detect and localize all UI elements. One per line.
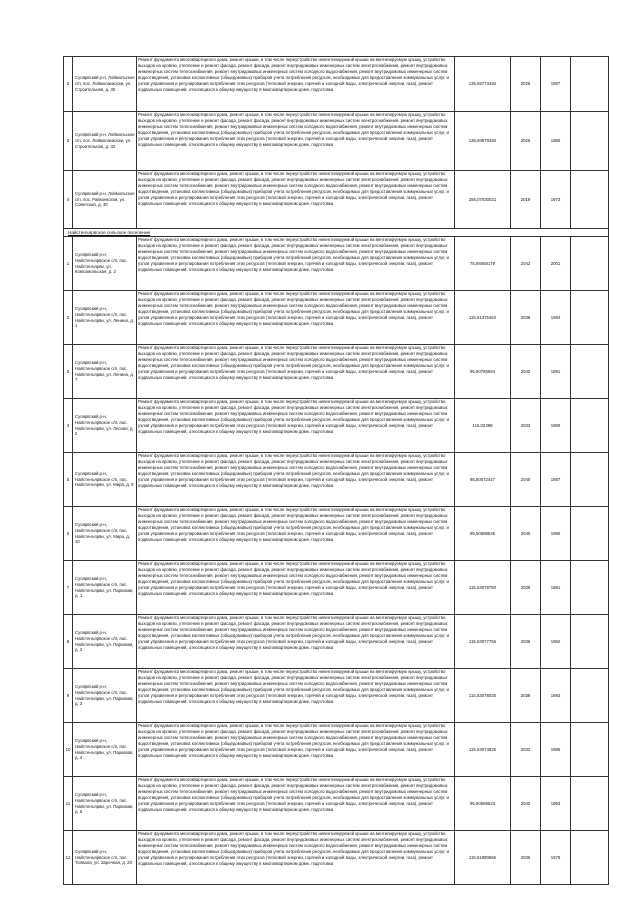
address-cell: Суоярвский р-н, Найстенъярвское с/п, пос. Найстенъярви, ул. Мира, д. 8 bbox=[73, 453, 137, 507]
empty-cell bbox=[571, 831, 609, 885]
empty-cell bbox=[571, 669, 609, 723]
cost-value-cell: 75,66058179 bbox=[455, 237, 511, 291]
build-year-cell: 1981 bbox=[541, 561, 571, 615]
work-description-cell: Ремонт фундамента многоквартирного дома, ремонт крыши, в том числе переустройство невентилируемой крыши на вентилируемую крышу, устройство выходов на кровлю, утепление и ремонт фасада, ремонт фасада, ремонт внутридомовых инженерных систем электроснабжения, ремонт внутридомовых инженерных систем теплоснабжения, ремонт внутридомовых инженерных систем холодного водоснабжения, ремонт внутридомовых инженерных систем водоотведения, установка коллективных (общедомовых) приборов учета потребления ресурсов, необходимых для предоставления коммунальных услуг, и узлов управления и регулирования потребления этих ресурсов (тепловой энергии, горячей и холодной воды, электрической энергии, газа), ремонт подвальных помещений, относящихся к общему имуществу в многоквартирном доме, подготовка bbox=[137, 669, 455, 723]
cost-value-cell: 256,07030021 bbox=[455, 171, 511, 229]
cost-value-cell: 135,94870482 bbox=[455, 112, 511, 171]
cost-value-cell: 95,90599523 bbox=[455, 777, 511, 831]
work-description-cell: Ремонт фундамента многоквартирного дома, ремонт крыши, в том числе переустройство невентилируемой крыши на вентилируемую крышу, устройство выходов на кровлю, утепление и ремонт фасада, ремонт фасада, ремонт внутридомовых инженерных систем электроснабжения, ремонт внутридомовых инженерных систем теплоснабжения, ремонт внутридомовых инженерных систем холодного водоснабжения, ремонт внутридомовых инженерных систем водоотведения, установка коллективных (общедомовых) приборов учета потребления ресурсов, необходимых для предоставления коммунальных услуг, и узлов управления и регулирования потребления этих ресурсов (тепловой энергии, горячей и холодной воды, электрической энергии, газа), ремонт подвальных помещений, относящихся к общему имуществу в многоквартирном доме, подготовка bbox=[137, 171, 455, 229]
empty-cell bbox=[571, 561, 609, 615]
table-row bbox=[64, 399, 609, 453]
work-description-cell: Ремонт фундамента многоквартирного дома, ремонт крыши, в том числе переустройство невентилируемой крыши на вентилируемую крышу, устройство выходов на кровлю, утепление и ремонт фасада, ремонт фасада, ремонт внутридомовых инженерных систем электроснабжения, ремонт внутридомовых инженерных систем теплоснабжения, ремонт внутридомовых инженерных систем холодного водоснабжения, ремонт внутридомовых инженерных систем водоотведения, установка коллективных (общедомовых) приборов учета потребления ресурсов, необходимых для предоставления коммунальных услуг, и узлов управления и регулирования потребления этих ресурсов (тепловой энергии, горячей и холодной воды, электрической энергии, газа), ремонт подвальных помещений, относящихся к общему имуществу в многоквартирном доме, подготовка bbox=[137, 57, 455, 112]
address-cell: Суоярвский р-н, Найстенъярвское с/п, пос. Найстенъярви, ул. Парковая, д. 1 bbox=[73, 561, 137, 615]
work-description-cell: Ремонт фундамента многоквартирного дома, ремонт крыши, в том числе переустройство невентилируемой крыши на вентилируемую крышу, устройство выходов на кровлю, утепление и ремонт фасада, ремонт фасада, ремонт внутридомовых инженерных систем электроснабжения, ремонт внутридомовых инженерных систем теплоснабжения, ремонт внутридомовых инженерных систем холодного водоснабжения, ремонт внутридомовых инженерных систем водоотведения, установка коллективных (общедомовых) приборов учета потребления ресурсов, необходимых для предоставления коммунальных услуг, и узлов управления и регулирования потребления этих ресурсов (тепловой энергии, горячей и холодной воды, электрической энергии, газа), ремонт подвальных помещений, относящихся к общему имуществу в многоквартирном доме, подготовка bbox=[137, 777, 455, 831]
row-number: 10 bbox=[64, 723, 73, 777]
row-number: 4 bbox=[64, 399, 73, 453]
address-cell: Суоярвский р-н, Найстенъярвское с/п, пос. Найстенъярви, ул. Парковая, д. 4 bbox=[73, 723, 137, 777]
row-number: 12 bbox=[64, 831, 73, 885]
regional-program-table bbox=[63, 56, 609, 885]
address-cell: Суоярвский р-н, Найстенъярвское с/п, пос. Найстенъярви, ул. Мира, д. 10 bbox=[73, 507, 137, 561]
address-cell: Суоярвский р-н, Найстенъярвское с/п, пос. Найстенъярви, ул. Лесная, д. 2 bbox=[73, 399, 137, 453]
address-cell: Суоярвский р-н, Лоймольское с/п, пос. Райконкоски, ул. Советская, д. 30 bbox=[73, 171, 137, 229]
row-number: 9 bbox=[64, 669, 73, 723]
cost-value-cell: 115,51880665 bbox=[455, 831, 511, 885]
address-cell: Суоярвский р-н, Найстенъярвское с/п, пос. Найстенъярви, ул. Парковая, д. 2 bbox=[73, 615, 137, 669]
table-row bbox=[64, 453, 609, 507]
row-number: 6 bbox=[64, 507, 73, 561]
table-row bbox=[64, 615, 609, 669]
work-description-cell: Ремонт фундамента многоквартирного дома, ремонт крыши, в том числе переустройство невентилируемой крыши на вентилируемую крышу, устройство выходов на кровлю, утепление и ремонт фасада, ремонт фасада, ремонт внутридомовых инженерных систем электроснабжения, ремонт внутридомовых инженерных систем теплоснабжения, ремонт внутридомовых инженерных систем холодного водоснабжения, ремонт внутридомовых инженерных систем водоотведения, установка коллективных (общедомовых) приборов учета потребления ресурсов, необходимых для предоставления коммунальных услуг, и узлов управления и регулирования потребления этих ресурсов (тепловой энергии, горячей и холодной воды, электрической энергии, газа), ремонт подвальных помещений, относящихся к общему имуществу в многоквартирном доме, подготовка bbox=[137, 723, 455, 777]
work-description-cell: Ремонт фундамента многоквартирного дома, ремонт крыши, в том числе переустройство невентилируемой крыши на вентилируемую крышу, устройство выходов на кровлю, утепление и ремонт фасада, ремонт фасада, ремонт внутридомовых инженерных систем электроснабжения, ремонт внутридомовых инженерных систем теплоснабжения, ремонт внутридомовых инженерных систем холодного водоснабжения, ремонт внутридомовых инженерных систем водоотведения, установка коллективных (общедомовых) приборов учета потребления ресурсов, необходимых для предоставления коммунальных услуг, и узлов управления и регулирования потребления этих ресурсов (тепловой энергии, горячей и холодной воды, электрической энергии, газа), ремонт подвальных помещений, относящихся к общему имуществу в многоквартирном доме, подготовка bbox=[137, 291, 455, 345]
cost-value-cell: 95,50598535 bbox=[455, 507, 511, 561]
row-number: 2 bbox=[64, 57, 73, 112]
empty-cell bbox=[571, 453, 609, 507]
work-description-cell: Ремонт фундамента многоквартирного дома, ремонт крыши, в том числе переустройство невентилируемой крыши на вентилируемую крышу, устройство выходов на кровлю, утепление и ремонт фасада, ремонт фасада, ремонт внутридомовых инженерных систем электроснабжения, ремонт внутридомовых инженерных систем теплоснабжения, ремонт внутридомовых инженерных систем холодного водоснабжения, ремонт внутридомовых инженерных систем водоотведения, установка коллективных (общедомовых) приборов учета потребления ресурсов, необходимых для предоставления коммунальных услуг, и узлов управления и регулирования потребления этих ресурсов (тепловой энергии, горячей и холодной воды, электрической энергии, газа), ремонт подвальных помещений, относящихся к общему имуществу в многоквартирном доме, подготовка bbox=[137, 831, 455, 885]
build-year-cell: 1982 bbox=[541, 615, 571, 669]
address-cell: Суоярвский р-н, Лоймольское с/п, пос. Лоймоланкоски, ул. Строительная, д. 32 bbox=[73, 112, 137, 171]
table-row bbox=[64, 831, 609, 885]
address-cell: Суоярвский р-н, Найстенъярвское с/п, пос. Толвала, ул. Заречная, д. 20 bbox=[73, 831, 137, 885]
empty-cell bbox=[571, 777, 609, 831]
build-year-cell: 1985 bbox=[541, 723, 571, 777]
work-description-cell: Ремонт фундамента многоквартирного дома, ремонт крыши, в том числе переустройство невентилируемой крыши на вентилируемую крышу, устройство выходов на кровлю, утепление и ремонт фасада, ремонт фасада, ремонт внутридомовых инженерных систем электроснабжения, ремонт внутридомовых инженерных систем теплоснабжения, ремонт внутридомовых инженерных систем холодного водоснабжения, ремонт внутридомовых инженерных систем водоотведения, установка коллективных (общедомовых) приборов учета потребления ресурсов, необходимых для предоставления коммунальных услуг, и узлов управления и регулирования потребления этих ресурсов (тепловой энергии, горячей и холодной воды, электрической энергии, газа), ремонт подвальных помещений, относящихся к общему имуществу в многоквартирном доме, подготовка bbox=[137, 453, 455, 507]
table-row bbox=[64, 723, 609, 777]
planned-year-cell: 2019 bbox=[511, 171, 541, 229]
row-number: 1 bbox=[64, 237, 73, 291]
cost-value-cell: 115,53077756 bbox=[455, 615, 511, 669]
build-year-cell: 2001 bbox=[541, 237, 571, 291]
row-number: 11 bbox=[64, 777, 73, 831]
planned-year-cell: 2040 bbox=[511, 507, 541, 561]
address-cell: Суоярвский р-н, Найстенъярвское с/п, пос. Найстенъярви, ул. Ленина, д. 7 bbox=[73, 345, 137, 399]
empty-cell bbox=[571, 723, 609, 777]
address-cell: Суоярвский р-н, Лоймольское с/п, пос. Лоймоланкоски, ул. Строительная, д. 30 bbox=[73, 57, 137, 112]
build-year-cell: 1978 bbox=[541, 831, 571, 885]
work-description-cell: Ремонт фундамента многоквартирного дома, ремонт крыши, в том числе переустройство невентилируемой крыши на вентилируемую крышу, устройство выходов на кровлю, утепление и ремонт фасада, ремонт фасада, ремонт внутридомовых инженерных систем электроснабжения, ремонт внутридомовых инженерных систем теплоснабжения, ремонт внутридомовых инженерных систем холодного водоснабжения, ремонт внутридомовых инженерных систем водоотведения, установка коллективных (общедомовых) приборов учета потребления ресурсов, необходимых для предоставления коммунальных услуг, и узлов управления и регулирования потребления этих ресурсов (тепловой энергии, горячей и холодной воды, электрической энергии, газа), ремонт подвальных помещений, относящихся к общему имуществу в многоквартирном доме, подготовка bbox=[137, 561, 455, 615]
address-cell: Суоярвский р-н, Найстенъярвское с/п, пос. Найстенъярви, ул. Ленина, д. 1 bbox=[73, 291, 137, 345]
build-year-cell: 1993 bbox=[541, 777, 571, 831]
empty-cell bbox=[571, 57, 609, 112]
row-number: 4 bbox=[64, 171, 73, 229]
planned-year-cell: 2038 bbox=[511, 561, 541, 615]
table-row bbox=[64, 237, 609, 291]
address-cell: Суоярвский р-н, Найстенъярвское с/п, пос. Найстенъярви, ул. Парковая, д. 5 bbox=[73, 777, 137, 831]
empty-cell bbox=[571, 291, 609, 345]
cost-value-cell: 95,50572447 bbox=[455, 453, 511, 507]
empty-cell bbox=[571, 399, 609, 453]
cost-value-cell: 135,56773482 bbox=[455, 57, 511, 112]
planned-year-cell: 2033 bbox=[511, 399, 541, 453]
row-number: 8 bbox=[64, 615, 73, 669]
cost-value-cell: 116,02398 bbox=[455, 399, 511, 453]
planned-year-cell: 2038 bbox=[511, 669, 541, 723]
section-row bbox=[64, 229, 609, 237]
address-cell: Суоярвский р-н, Найстенъярвское с/п, пос. Найстенъярви, ул. Комсомольская, д. 2 bbox=[73, 237, 137, 291]
cost-value-cell: 115,53074825 bbox=[455, 723, 511, 777]
planned-year-cell: 2042 bbox=[511, 777, 541, 831]
build-year-cell: 1984 bbox=[541, 291, 571, 345]
planned-year-cell: 2035 bbox=[511, 831, 541, 885]
build-year-cell: 1987 bbox=[541, 453, 571, 507]
row-number: 5 bbox=[64, 453, 73, 507]
table-row bbox=[64, 171, 609, 229]
work-description-cell: Ремонт фундамента многоквартирного дома, ремонт крыши, в том числе переустройство невентилируемой крыши на вентилируемую крышу, устройство выходов на кровлю, утепление и ремонт фасада, ремонт фасада, ремонт внутридомовых инженерных систем электроснабжения, ремонт внутридомовых инженерных систем теплоснабжения, ремонт внутридомовых инженерных систем холодного водоснабжения, ремонт внутридомовых инженерных систем водоотведения, установка коллективных (общедомовых) приборов учета потребления ресурсов, необходимых для предоставления коммунальных услуг, и узлов управления и регулирования потребления этих ресурсов (тепловой энергии, горячей и холодной воды, электрической энергии, газа), ремонт подвальных помещений, относящихся к общему имуществу в многоквартирном доме, подготовка bbox=[137, 237, 455, 291]
empty-cell bbox=[571, 171, 609, 229]
cost-value-cell: 115,53078760 bbox=[455, 561, 511, 615]
address-cell: Суоярвский р-н, Найстенъярвское с/п, пос. Найстенъярви, ул. Парковая, д. 3 bbox=[73, 669, 137, 723]
planned-year-cell: 2042 bbox=[511, 345, 541, 399]
cost-value-cell: 115,51375453 bbox=[455, 291, 511, 345]
row-number: 2 bbox=[64, 291, 73, 345]
table-row bbox=[64, 507, 609, 561]
table-row bbox=[64, 112, 609, 171]
planned-year-cell: 2042 bbox=[511, 237, 541, 291]
build-year-cell: 1980 bbox=[541, 112, 571, 171]
build-year-cell: 1973 bbox=[541, 171, 571, 229]
cost-value-cell: 115,53078035 bbox=[455, 669, 511, 723]
section-title: Найстенъярвское сельское поселение bbox=[64, 229, 609, 237]
empty-cell bbox=[571, 345, 609, 399]
table-row bbox=[64, 345, 609, 399]
work-description-cell: Ремонт фундамента многоквартирного дома, ремонт крыши, в том числе переустройство невентилируемой крыши на вентилируемую крышу, устройство выходов на кровлю, утепление и ремонт фасада, ремонт фасада, ремонт внутридомовых инженерных систем электроснабжения, ремонт внутридомовых инженерных систем теплоснабжения, ремонт внутридомовых инженерных систем холодного водоснабжения, ремонт внутридомовых инженерных систем водоотведения, установка коллективных (общедомовых) приборов учета потребления ресурсов, необходимых для предоставления коммунальных услуг, и узлов управления и регулирования потребления этих ресурсов (тепловой энергии, горячей и холодной воды, электрической энергии, газа), ремонт подвальных помещений, относящихся к общему имуществу в многоквартирном доме, подготовка bbox=[137, 112, 455, 171]
table-body bbox=[64, 57, 609, 885]
table-row bbox=[64, 57, 609, 112]
build-year-cell: 1983 bbox=[541, 669, 571, 723]
planned-year-cell: 2036 bbox=[511, 291, 541, 345]
build-year-cell: 1980 bbox=[541, 399, 571, 453]
table-row bbox=[64, 561, 609, 615]
planned-year-cell: 2040 bbox=[511, 453, 541, 507]
build-year-cell: 1991 bbox=[541, 345, 571, 399]
build-year-cell: 1990 bbox=[541, 507, 571, 561]
planned-year-cell: 2026 bbox=[511, 57, 541, 112]
work-description-cell: Ремонт фундамента многоквартирного дома, ремонт крыши, в том числе переустройство невентилируемой крыши на вентилируемую крышу, устройство выходов на кровлю, утепление и ремонт фасада, ремонт фасада, ремонт внутридомовых инженерных систем электроснабжения, ремонт внутридомовых инженерных систем теплоснабжения, ремонт внутридомовых инженерных систем холодного водоснабжения, ремонт внутридомовых инженерных систем водоотведения, установка коллективных (общедомовых) приборов учета потребления ресурсов, необходимых для предоставления коммунальных услуг, и узлов управления и регулирования потребления этих ресурсов (тепловой энергии, горячей и холодной воды, электрической энергии, газа), ремонт подвальных помещений, относящихся к общему имуществу в многоквартирном доме, подготовка bbox=[137, 615, 455, 669]
planned-year-cell: 2032 bbox=[511, 723, 541, 777]
table-row bbox=[64, 777, 609, 831]
row-number: 3 bbox=[64, 345, 73, 399]
cost-value-cell: 95,90765594 bbox=[455, 345, 511, 399]
empty-cell bbox=[571, 507, 609, 561]
table-row bbox=[64, 669, 609, 723]
work-description-cell: Ремонт фундамента многоквартирного дома, ремонт крыши, в том числе переустройство невентилируемой крыши на вентилируемую крышу, устройство выходов на кровлю, утепление и ремонт фасада, ремонт фасада, ремонт внутридомовых инженерных систем электроснабжения, ремонт внутридомовых инженерных систем теплоснабжения, ремонт внутридомовых инженерных систем холодного водоснабжения, ремонт внутридомовых инженерных систем водоотведения, установка коллективных (общедомовых) приборов учета потребления ресурсов, необходимых для предоставления коммунальных услуг, и узлов управления и регулирования потребления этих ресурсов (тепловой энергии, горячей и холодной воды, электрической энергии, газа), ремонт подвальных помещений, относящихся к общему имуществу в многоквартирном доме, подготовка bbox=[137, 399, 455, 453]
empty-cell bbox=[571, 615, 609, 669]
table-row bbox=[64, 291, 609, 345]
row-number: 7 bbox=[64, 561, 73, 615]
work-description-cell: Ремонт фундамента многоквартирного дома, ремонт крыши, в том числе переустройство невентилируемой крыши на вентилируемую крышу, устройство выходов на кровлю, утепление и ремонт фасада, ремонт фасада, ремонт внутридомовых инженерных систем электроснабжения, ремонт внутридомовых инженерных систем теплоснабжения, ремонт внутридомовых инженерных систем холодного водоснабжения, ремонт внутридомовых инженерных систем водоотведения, установка коллективных (общедомовых) приборов учета потребления ресурсов, необходимых для предоставления коммунальных услуг, и узлов управления и регулирования потребления этих ресурсов (тепловой энергии, горячей и холодной воды, электрической энергии, газа), ремонт подвальных помещений, относящихся к общему имуществу в многоквартирном доме, подготовка bbox=[137, 507, 455, 561]
row-number: 3 bbox=[64, 112, 73, 171]
planned-year-cell: 2026 bbox=[511, 112, 541, 171]
planned-year-cell: 2036 bbox=[511, 615, 541, 669]
build-year-cell: 1987 bbox=[541, 57, 571, 112]
work-description-cell: Ремонт фундамента многоквартирного дома, ремонт крыши, в том числе переустройство невентилируемой крыши на вентилируемую крышу, устройство выходов на кровлю, утепление и ремонт фасада, ремонт фасада, ремонт внутридомовых инженерных систем электроснабжения, ремонт внутридомовых инженерных систем теплоснабжения, ремонт внутридомовых инженерных систем холодного водоснабжения, ремонт внутридомовых инженерных систем водоотведения, установка коллективных (общедомовых) приборов учета потребления ресурсов, необходимых для предоставления коммунальных услуг, и узлов управления и регулирования потребления этих ресурсов (тепловой энергии, горячей и холодной воды, электрической энергии, газа), ремонт подвальных помещений, относящихся к общему имуществу в многоквартирном доме, подготовка bbox=[137, 345, 455, 399]
empty-cell bbox=[571, 112, 609, 171]
empty-cell bbox=[571, 237, 609, 291]
